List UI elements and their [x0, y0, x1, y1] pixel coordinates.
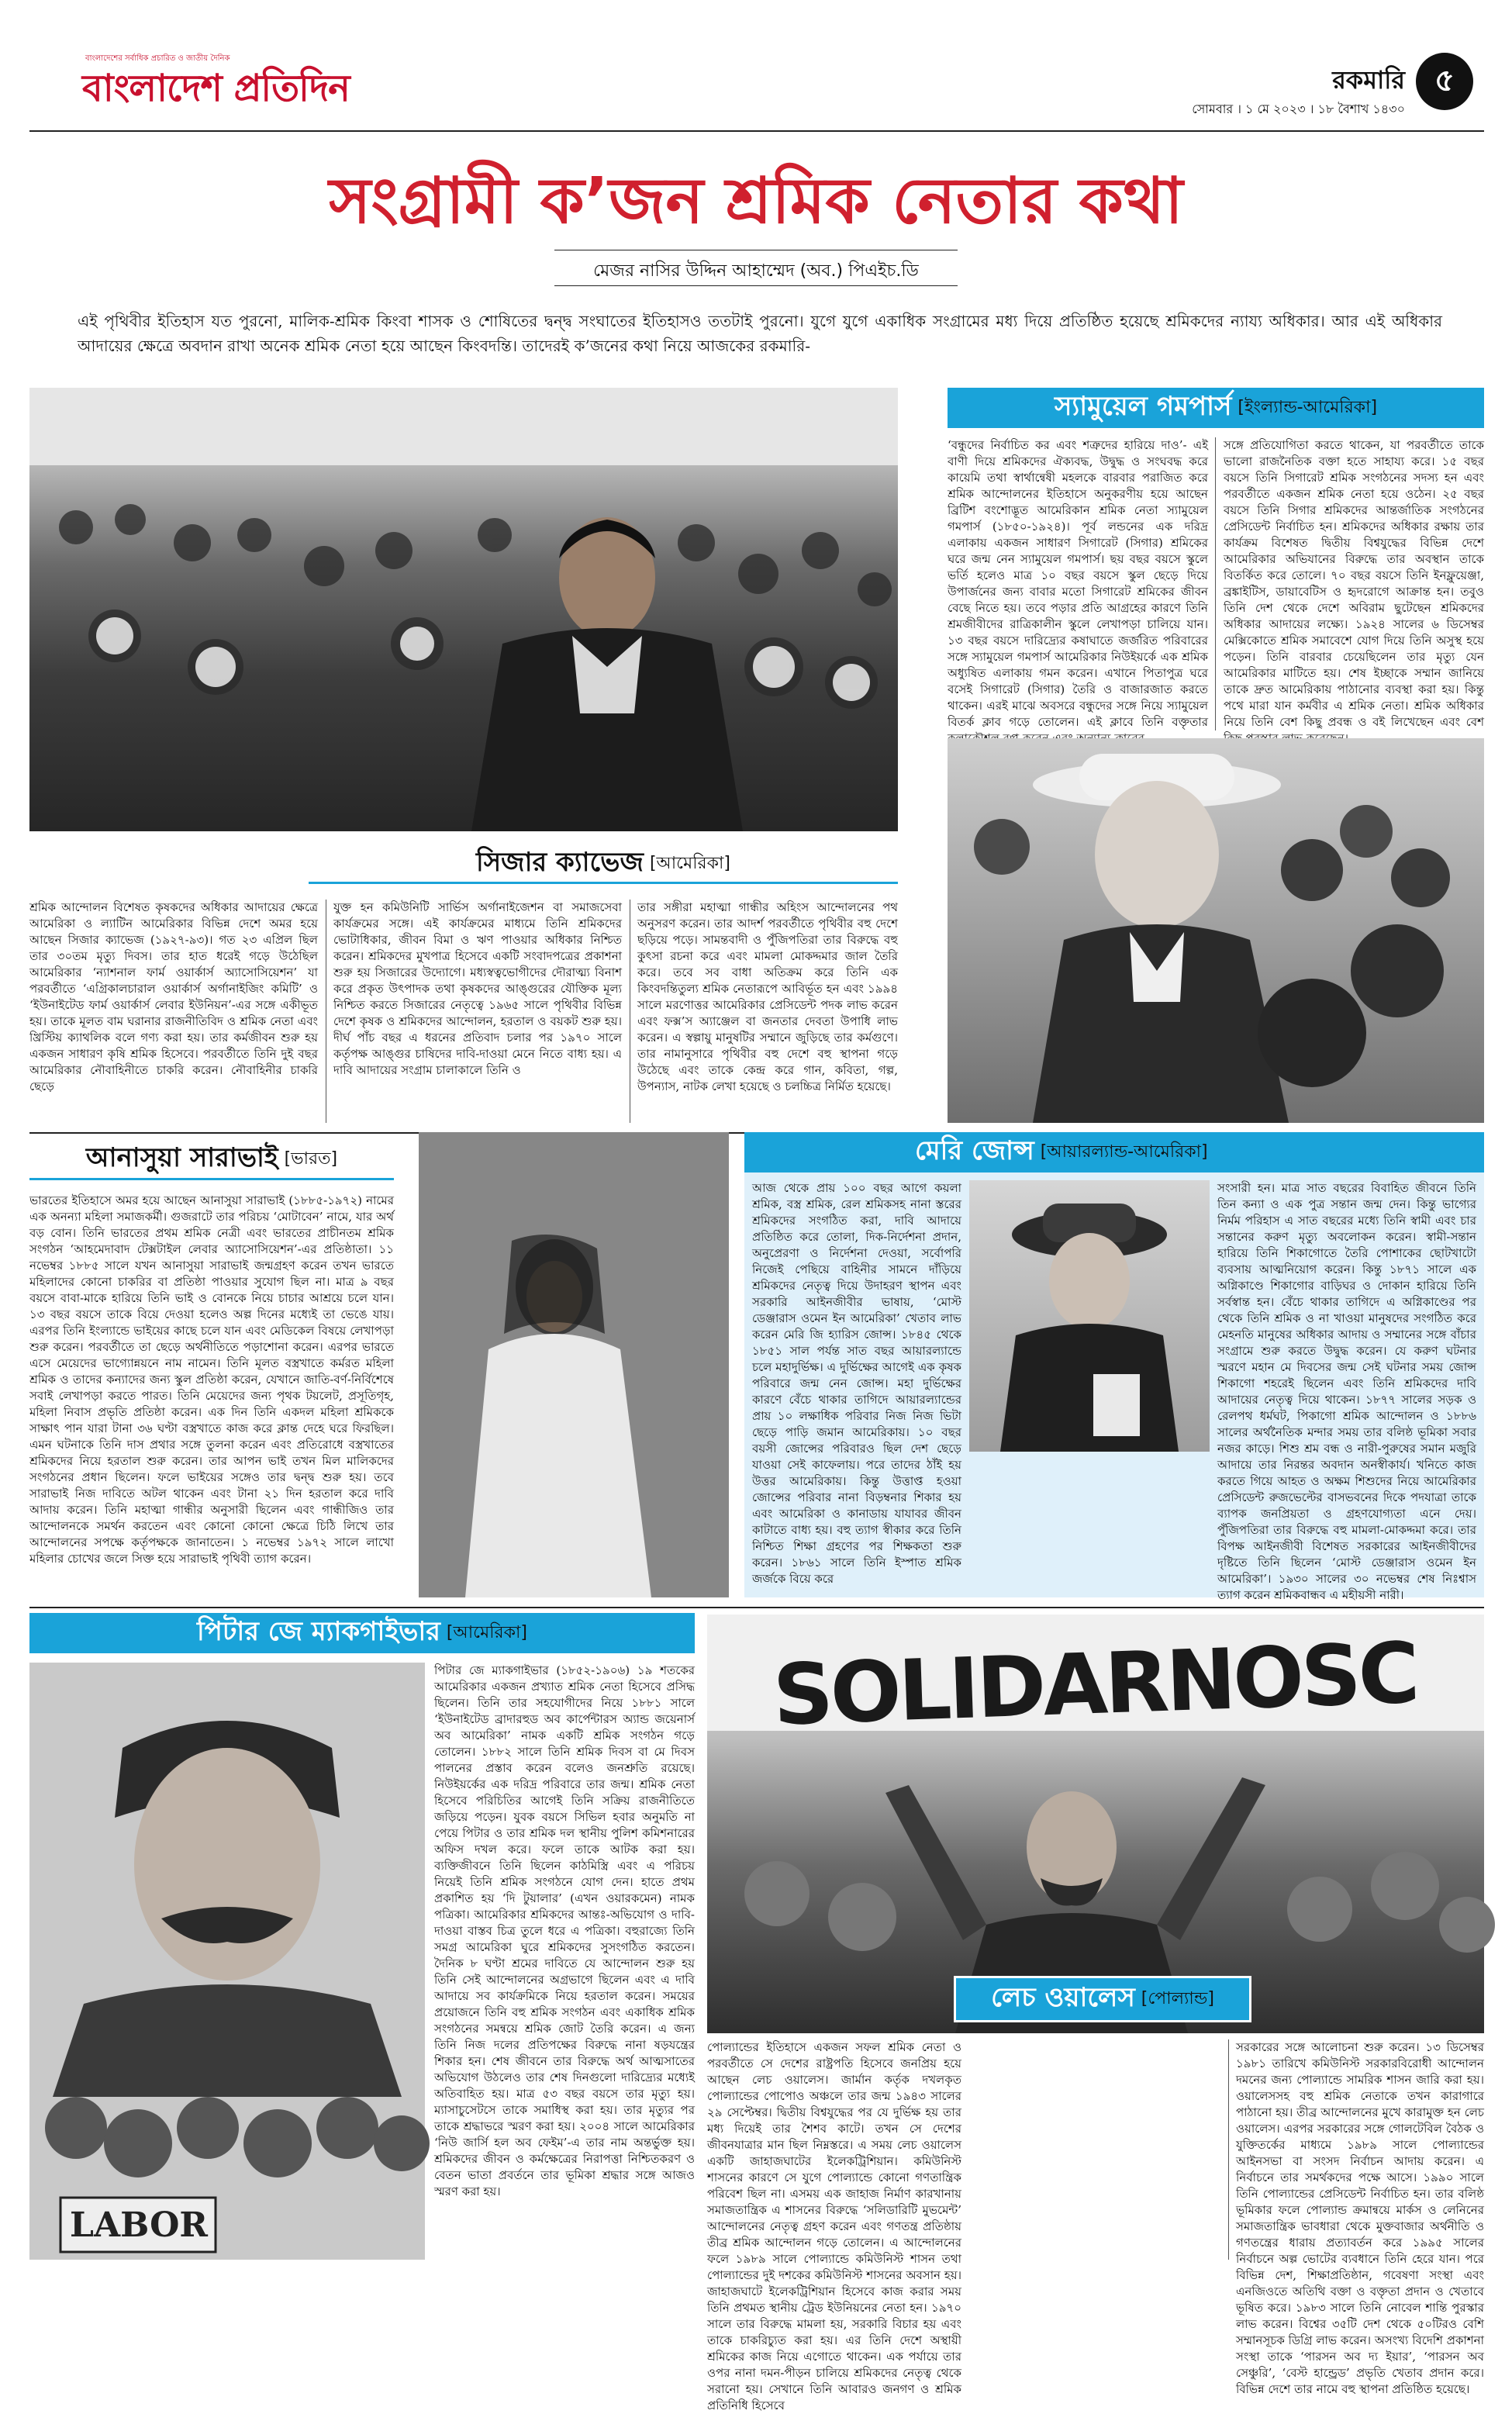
anasuya-name: আনাসুয়া সারাভাই: [85, 1142, 278, 1173]
anasuya-header: [29, 1141, 394, 1180]
masthead-tagline: বাংলাদেশের সর্বাধিক প্রচারিত ও জাতীয় দৈনিক: [85, 54, 230, 63]
chavez-country: [আমেরিকা]: [649, 854, 730, 873]
walesa-text-col1: পোল্যান্ডের ইতিহাসে একজন সফল শ্রমিক নেতা ও পরবর্তীতে সে দেশের রাষ্ট্রপতি হিসেবে জনপ্রিয় হয়ে আছেন লেচ ওয়ালেস। জার্মান কর্তৃক দখলকৃত পোল্যান্ডের পোপোও অঞ্চলে তার জন্ম ১৯৪৩ সালের ২৯ সেপ্টেম্বর। দ্বিতীয় বিশ্বযুদ্ধের পর যে দুর্ভিক্ষ হয় তার মধ্য দিয়েই তার শৈশব কাটে। তখন সে দেশের জীবনযাত্রার মান ছিল নিম্নস্তরে। এ সময় লেচ ওয়ালেস একটি জাহাজঘাটের ইলেকট্রিশিয়ান। কমিউনিস্ট শাসনের কারণে সে যুগে পোল্যান্ডে কোনো গণতান্ত্রিক পরিবেশ ছিল না। এসময় এক জাহাজ নির্মাণ কারখানায় সমাজতান্ত্রিক এ শাসনের বিরুদ্ধে ‘সলিডারিটি মুভমেন্ট’ আন্দোলনের নেতৃত্ব গ্রহণ করেন এবং গণতন্ত্র প্রতিষ্ঠায় তীব্র শ্রমিক আন্দোলন গড়ে তোলেন। এ আন্দোলনের ফলে ১৯৮৯ সালে পোল্যান্ডে কমিউনিস্ট শাসন তথা পোল্যান্ডের দুই দশকের কমিউনিস্ট শাসনের অবসান হয়। জাহাজঘাটে ইলেকট্রিশিয়ান হিসেবে কাজ করার সময় তিনি প্রথমত স্থানীয় ট্রেড ইউনিয়নের নেতা হন। ১৯৭০ সালে তার বিরুদ্ধে মামলা হয়, সরকারি বিচার হয় এবং তাকে চাকরিচ্যুত করা হয়। এর তিনি দেশে অস্থায়ী শ্রমিকের কাজ নিয়ে এগোতে থাকেন। এক পর্যায়ে তার ওপর নানা দমন-পীড়ন চালিয়ে শ্রমিকদের নেতৃত্ব থেকে সরানো হয়। সেখানে তিনি আবারও জনগণ ও শ্রমিক প্রতিনিধি হিসেবে: [707, 2040, 961, 2412]
mcguire-name: পিটার জে ম্যাকগাইভার: [197, 1615, 440, 1647]
chavez-text-col1: শ্রমিক আন্দোলন বিশেষত কৃষকদের অধিকার আদায়ের ক্ষেত্রে আমেরিকা ও ল্যাটিন আমেরিকার বিভিন্ন দেশে অমর হয়ে আছেন সিজার ক্যাভেজ (১৯২৭-৯৩)। গত ২৩ এপ্রিল ছিল তার ৩০তম মৃত্যু দিবস। তার হাত ধরেই গড়ে উঠেছিল আমেরিকার ‘ন্যাশনাল ফার্ম ওয়ার্কার্স অ্যাসোসিয়েশন’ যা পরবর্তীতে ‘এগ্রিকালচারাল ওয়ার্কার্স অর্গানাইজিং কমিটি’ ও ‘ইউনাইটেড ফার্ম ওয়ার্কার্স লেবার ইউনিয়ন’-এর সঙ্গে একীভূত হয়। তাকে মূলত বাম ঘরানার রাজনীতিবিদ ও শ্রমিক নেতা এবং খ্রিস্টিয় ক্যাথলিক বলে গণ্য করা হয়। তার কর্মজীবন শুরু হয় একজন সাধারণ কৃষি শ্রমিক হিসেবে। পরবর্তীতে তিনি দুই বছর আমেরিকার নৌবাহিনীতে চাকরি করেন। নৌবাহিনীর চাকরি ছেড়ে: [29, 900, 318, 1093]
byline-rule-bottom: [554, 285, 958, 286]
section-rule-2: [29, 1607, 1484, 1608]
page-title: সংগ্রামী ক’জন শ্রমিক নেতার কথা: [329, 164, 1183, 238]
walesa-col-divider: [1228, 2039, 1229, 2260]
walesa-header: [954, 1976, 1251, 2022]
mcguire-header: [29, 1613, 695, 1653]
issue-date: সোমবার । ১ মে ২০২৩ । ১৮ বৈশাখ ১৪৩০: [1192, 102, 1405, 116]
masthead: [29, 45, 1484, 138]
chavez-name: সিজার ক্যাভেজ: [476, 847, 644, 878]
jones-text-col2: সংসারী হন। মাত্র সাত বছরের বিবাহিত জীবনে তিনি তিন কন্যা ও এক পুত্র সন্তান জন্ম দেন। কিন্তু ভাগ্যের নির্মম পরিহাস এ সাত বছরের মধ্যে তিনি স্বামী এবং চার সন্তানের করুণ মৃত্যু অবলোকন করেন। স্বামী-সন্তান হারিয়ে তিনি শিকাগোতে তৈরি পোশাকের ছোটখাটো ব্যবসায় আত্মনিয়োগ করেন। কিন্তু ১৮৭১ সালে এক অগ্নিকাণ্ডে শিকাগোর বাড়িঘর ও দোকান হারিয়ে তিনি সর্বস্বান্ত হন। বেঁচে থাকার তাগিদে এ অগ্নিকাণ্ডের পর থেকে তিনি শ্রমিক ও না খাওয়া মানুষদের সংগঠিত করে মেহনতি মানুষের অধিকার আদায় ও সম্মানের সঙ্গে বাঁচার সংগ্রামে শুরু করতে উদ্বুদ্ধ করেন। যে করুণ ঘটনার স্মরণে মহান মে দিবসের জন্ম সেই ঘটনার সময় জোন্স শিকাগো শহরেই ছিলেন এবং তিনি শ্রমিকদের দাবি আদায়ের নেতৃত্ব দিয়ে থাকেন। ১৮৭৭ সালের সড়ক ও রেলপথ ধর্মঘট, পিকাগো শ্রমিক আন্দোলন ও ১৮৮৬ সালের অর্থনৈতিক মন্দার সময় তার বলিষ্ঠ ভূমিকা সবার নজর কাড়ে। শিশু শ্রম বন্ধ ও নারী-পুরুষের সমান মজুরি আদায়ে তার নিরন্তর অবদান অনস্বীকার্য। খনিতে কাজ করতে গিয়ে আহত ও অক্ষম শিশুদের নিয়ে আমেরিকার প্রেসিডেন্ট রুজভেল্টের বাসভবনের দিকে পদযাত্রা তাকে ব্যাপক জনপ্রিয়তা ও গ্রহণযোগ্যতা এনে দেয়। পুঁজিপতিরা তার বিরুদ্ধে বহু মামলা-মোকদ্দমা করে। তার বিপক্ষ আইনজীবী বিশেষত সরকারের আইনজীবীদের দৃষ্টিতে তিনি ছিলেন ‘মোস্ট ডেঞ্জারাস ওমেন ইন আমেরিকা’। ১৯৩০ সালের ৩০ নভেম্বর শেষ নিঃশ্বাস ত্যাগ করেন শ্রমিকবান্ধব এ মহীয়সী নারী।: [1217, 1181, 1476, 1602]
labor-sign-text: LABOR: [70, 2205, 208, 2245]
walesa-name: লেচ ওয়ালেস: [991, 1981, 1135, 2013]
jones-photo: [969, 1180, 1210, 1452]
mcguire-country: [আমেরিকা]: [446, 1622, 527, 1642]
gompers-country: [ইংল্যান্ড-আমেরিকা]: [1238, 397, 1378, 417]
anasuya-country: [ভারত]: [284, 1149, 338, 1169]
gompers-text-col1: ‘বন্ধুদের নির্বাচিত কর এবং শত্রুদের হারিয়ে দাও’- এই বাণী দিয়ে শ্রমিকদের ঐক্যবদ্ধ, উদ্বুদ্ধ ও সংঘবদ্ধ করে কায়েমি তথা স্বার্থান্বেষী মহলকে বারবার পরাজিত করে শ্রমিক আন্দোলনের ইতিহাসে অনুকরণীয় হয়ে আছেন ব্রিটিশ বংশোদ্ভূত আমেরিকান শ্রমিক নেতা স্যামুয়েল গমপার্স (১৮৫০-১৯২৪)। পূর্ব লন্ডনের এক দরিদ্র এলাকায় একজন সাধারণ সিগারেট (সিগার) শ্রমিকের ঘরে জন্ম নেন স্যামুয়েল গমপার্স। ছয় বছর বয়সে স্কুলে ভর্তি হলেও মাত্র ১০ বছর বয়সে স্কুল ছেড়ে দিয়ে উপার্জনের জন্য বাবার মতো সিগারেট শ্রমিকের জীবন বেছে নিতে হয়। তবে পড়ার প্রতি আগ্রহের কারণে তিনি শ্রমজীবীদের রাত্রিকালীন স্কুলে লেখাপড়া চালিয়ে যান। ১৩ বছর বয়সে দারিদ্র্যের কষাঘাতে জর্জরিত পরিবারের সঙ্গে স্যামুয়েল গমপার্স আমেরিকার নিউইয়র্কে এক শ্রমিক অধ্যুষিত এলাকায় গমন করেন। এখানে পিতাপুত্র ঘরে বসেই সিগারেট (সিগার) তৈরি ও বাজারজাত করতে থাকেন। এরই মাঝে অবসরে বন্ধুদের সঙ্গে নিয়ে স্যামুয়েল বিতর্ক ক্লাব গড়ে তোলেন। এই ক্লাবে তিনি বক্তৃতার: [948, 438, 1208, 729]
walesa-text-col1b: [969, 2039, 1220, 2260]
jones-country: [আয়ারল্যান্ড-আমেরিকা]: [1040, 1141, 1208, 1162]
anasuya-photo: [419, 1132, 729, 1597]
page-number-text: ৫: [1434, 62, 1455, 98]
gompers-name: স্যামুয়েল গমপার্স: [1054, 390, 1232, 422]
chavez-text-col3: তার সঙ্গীরা মহাত্মা গান্ধীর অহিংস আন্দোলনের পথ অনুসরণ করেন। তার আদর্শ পরবর্তীতে পৃথিবীর বহু দেশে ছড়িয়ে পড়ে। সামন্তবাদী ও পুঁজিপতিরা তার বিরুদ্ধে বহু কুৎসা রচনা করে এবং মামলা মোকদ্দমার জাল তৈরি করে। তবে সব বাধা অতিক্রম করে তিনি এক কিংবদন্তিতুল্য শ্রমিক নেতারূপে আবির্ভূত হন এবং ১৯৯৪ সালে মরণোত্তর আমেরিকার প্রেসিডেন্ট পদক লাভ করেন এবং ফক্স’স অ্যাঞ্জেল বা জনতার দেবতা উপাধি লাভ করেন। এ স্বল্পায়ু মানুষটির সম্মানে জুড়িছে তার কর্মগুণে। তার নামানুসারে পৃথিবীর বহু দেশে বহু স্থাপনা গড়ে উঠেছে এবং তাকে কেন্দ্র করে গান, কবিতা, গল্প, উপন্যাস, নাটক লেখা হয়েছে ও চলচ্চিত্র নির্মিত হয়েছে।: [637, 900, 898, 1093]
solidarnosc-banner-text: SOLIDARNOSC: [771, 1625, 1419, 1745]
byline: মেজর নাসির উদ্দিন আহাম্মেদ (অব.) পিএইচ.ডি: [593, 261, 919, 281]
walesa-text-col2: সরকারের সঙ্গে আলোচনা শুরু করেন। ১৩ ডিসেম্বর ১৯৮১ তারিখে কমিউনিস্ট সরকারবিরোধী আন্দোলন দমনের জন্য পোল্যান্ডে সামরিক শাসন জারি করা হয়। ওয়ালেসসহ বহু শ্রমিক নেতাকে তখন কারাগারে পাঠানো হয়। তীব্র আন্দোলনের মুখে কারামুক্ত হন লেচ ওয়ালেস। এরপর সরকারের সঙ্গে গোলটেবিল বৈঠক ও যুক্তিতর্কের মাধ্যমে ১৯৮৯ সালে পোল্যান্ডের আইনসভা বা সংসদ নির্বাচন আদায় করেন। এ নির্বাচনে তার সমর্থকদের পক্ষে আসে। ১৯৯০ সালে তিনি পোল্যান্ডের প্রেসিডেন্ট নির্বাচিত হন। তার বলিষ্ঠ ভূমিকার ফলে পোল্যান্ড ক্রমান্বয়ে মার্কস ও লেনিনের সমাজতান্ত্রিক ভাবধারা থেকে মুক্তবাজার অর্থনীতি ও গণতন্ত্রের ধারায় প্রত্যাবর্তন করে ১৯৯৫ সালের নির্বাচনে অল্প ভোটের ব্যবধানে তিনি হেরে যান। পরে বিভিন্ন দেশ, শিক্ষাপ্রতিষ্ঠান, গবেষণা সংস্থা এবং এনজিওতে অতিথি বক্তা ও বক্তৃতা প্রদান ও খেতাবে ভূষিত করে। ১৯৮৩ সালে তিনি নোবেল শান্তি পুরস্কার লাভ করেন। বিশ্বের ৩৫টি দেশ থেকে ৫০টিরও বেশি সম্মানসূচক ডিগ্রি লাভ করেন। অসংখ্য বিদেশি প্রকাশনা সংস্থা তাকে ‘পারসন অব দ্য ইয়ার’, ‘পারসন অব সেঞ্চুরি’, ‘বেস্ট হান্ড্রেড’ প্রভৃতি খেতাব প্রদান করে। বিভিন্ন দেশে তার নামে বহু স্থাপনা প্রতিষ্ঠিত হয়েছে।: [1236, 2040, 1484, 2396]
chavez-text-col2: যুক্ত হন কমিউনিটি সার্ভিস অর্গানাইজেশন বা সমাজসেবা কার্যক্রমের সঙ্গে। এই কার্যক্রমের মাধ্যমে তিনি শ্রমিকদের ভোটাধিকার, জীবন বিমা ও ঋণ পাওয়ার অধিকার নিশ্চিত করেন। শ্রমিকদের মুখপাত্র হিসেবে একটি সংবাদপত্রের প্রকাশনা শুরু হয় সিজারের উদ্যোগে। মধ্যস্বত্বভোগীদের দৌরাত্ম্য বিনাশ করে প্রকৃত উৎপাদক তথা কৃষকদের আঙ্গুরের যৌক্তিক মূল্য নিশ্চিত করতে সিজারের নেতৃত্বে ১৯৬৫ সালে পৃথিবীর বিভিন্ন দেশে কৃষক ও শ্রমিকদের আন্দোলন, হরতাল ও বয়কট শুরু হয়। দীর্ঘ পাঁচ বছর এ ধরনের প্রতিবাদ চলার পর ১৯৭০ সালে কর্তৃপক্ষ আঙ্গুর চাষিদের দাবি-দাওয়া মেনে নিতে বাধ্য হয়। এ দাবি আদায়ের সংগ্রাম চালাকালে তিনি ও: [333, 900, 622, 1077]
jones-name: মেরি জোন্স: [915, 1134, 1034, 1166]
walesa-photo: [707, 1615, 1484, 2033]
mcguire-text: পিটার জে ম্যাকগাইভার (১৮৫২-১৯০৬) ১৯ শতকের আমেরিকার একজন প্রখ্যাত শ্রমিক নেতা হিসেবে প্রসিদ্ধ ছিলেন। তিনি তার সহযোগীদের নিয়ে ১৮৮১ সালে ‘ইউনাইটেড ব্রাদারহুড অব কার্পেন্টারস অ্যান্ড জয়েনার্স অব আমেরিকা’ নামক একটি শ্রমিক সংগঠন গড়ে তোলেন। ১৮৮২ সালে তিনি শ্রমিক দিবস বা মে দিবস পালনের প্রস্তাব করেন বলেও জনশ্রুতি রয়েছে। নিউইয়র্কের এক দরিদ্র পরিবারে তার জন্ম। শ্রমিক নেতা হিসেবে পরিচিতির আগেই তিনি সক্রিয় রাজনীতিতে জড়িয়ে পড়েন। যুবক বয়সে সিভিল হবার অনুমতি না পেয়ে পিটার ও তার শ্রমিক দল স্থানীয় পুলিশ কমিশনারের অফিস দখল করে। ফলে তাকে আটক করা হয়। ব্যক্তিজীবনে তিনি ছিলেন কাঠমিস্ত্রি এবং এ পরিচয় নিয়েই তিনি শ্রমিক সংগঠনে যোগ দেন। হাতে প্রথম প্রকাশিত হয় ‘দি টুয়ালার’ (এখন ওয়ারকমেন) নামক পত্রিকা। আমেরিকার শ্রমিকদের আন্তঃ-অভিযোগ ও দাবি-দাওয়া বাস্তব চিত্র তুলে ধরে এ পত্রিকা। বহুরাজ্যে তিনি সমগ্র আমেরিকা ঘুরে শ্রমিকদের সুসংগঠিত করতেন। দৈনিক ৮ ঘণ্টা শ্রমের দাবিতে যে আন্দোলন শুরু হয় তিনি সেই আন্দোলনের অগ্রভাগে ছিলেন এবং এ দাবি আদায়ে সব কার্যক্রমিকে নিয়ে হরতাল করেন। সময়ের প্রয়োজনে তিনি বহু শ্রমিক সংগঠন এবং একাধিক শ্রমিক সংগঠনের সমন্বয়ে শ্রমিক জোট তৈরি করেন। এ জন্য তিনি নিজ দলের প্রতিপক্ষের বিরুদ্ধে নানা ষড়যন্ত্রের শিকার হন। শেষ জীবনে তার বিরুদ্ধে অর্থ আত্মসাতের অভিযোগ উঠলেও তার শেষ দিনগুলো দারিদ্র্যের মধ্যেই অতিবাহিত হয়। মাত্র ৫৩ বছর বয়সে তার মৃত্যু হয়। ম্যাসাচুসেটসে তাকে সমাধিস্থ করা হয়। তার মৃত্যুর পর তাকে শ্রদ্ধাভরে স্মরণ করা হয়। ২০০৪ সালে আমেরিকার ‘নিউ জার্সি হল অব ফেইম’-এ তার নাম অন্তর্ভুক্ত হয়। শ্রমিকদের জীবন ও কর্মক্ষেত্রের নিরাপত্তা নিশ্চিতকরণ ও বেতন ভাতা প্রবর্তনে তার ভূমিকা শ্রদ্ধার সঙ্গে আজও স্মরণ করা হয়।: [434, 1663, 695, 2198]
gompers-header: [948, 388, 1484, 428]
intro-paragraph: এই পৃথিবীর ইতিহাস যত পুরনো, মালিক-শ্রমিক কিংবা শাসক ও শোষিতের দ্বন্দ্ব সংঘাতের ইতিহাসও ততটাই পুরনো। যুগে যুগে একাধিক সংগ্রামের মধ্য দিয়ে প্রতিষ্ঠিত হয়েছে শ্রমিকদের ন্যায্য অধিকার। আর এই অধিকার আদায়ের ক্ষেত্রে অবদান রাখা অনেক শ্রমিক নেতা হয়ে আছেন কিংবদন্তি। তাদেরই ক’জনের কথা নিয়ে আজকের রকমারি-: [78, 312, 1442, 355]
walesa-country: [পোল্যান্ড]: [1141, 1988, 1214, 2008]
anasuya-text: ভারতের ইতিহাসে অমর হয়ে আছেন আনাসুয়া সারাভাই (১৮৮৫-১৯৭২) নামের এক অনন্যা মহিলা সমাজকর্মী। গুজরাটে তার পরিচয় ‘মোটাবেন’ নামে, যার অর্থ বড় বোন। তিনি ভারতের প্রথম শ্রমিক নেত্রী এবং ভারতের প্রাচীনতম শ্রমিক সংগঠন ‘আহমেদাবাদ টেক্সটাইল লেবার অ্যাসোসিয়েশন’-এর প্রতিষ্ঠাতা। ১১ নভেম্বর ১৮৮৫ সালে যখন আনাসুয়া সারাভাই জন্মগ্রহণ করেন তখন ভারতে মহিলাদের কোনো চাকরির বা প্রতিষ্ঠা পাওয়ার সুযোগ ছিল না। মাত্র ৯ বছর বয়সে বাবা-মাকে হারিয়ে তিনি ভাই ও বোনকে নিয়ে চাচার আশ্রয়ে চলে যান। ১৩ বছর বয়সে তাকে বিয়ে দেওয়া হলেও অল্প দিনের মধ্যেই তা ভেঙে যায়। এরপর তিনি ইংল্যান্ডে ভাইয়ের কাছে চলে যান এবং মেডিকেল বিষয়ে লেখাপড়া শুরু করেন। পরবর্তীতে তা ছেড়ে অর্থনীতিতে পড়াশোনা করেন। এরপর ভারতে এসে মেয়েদের ভাগ্যোন্নয়নে নাম নামেন। তিনি মূলত বস্ত্রখাতে কর্মরত মহিলা শ্রমিক ও তাদের কন্যাদের জন্য স্কুল প্রতিষ্ঠা করেন, যেখানে জাতি-বর্ণ-নির্বিশেষে সবাই লেখাপড়া করতে পারত। তিনি মেয়েদের জন্য পৃথক টয়লেট, প্রসূতিগৃহ, মহিলা নিবাস প্রভৃতি প্রতিষ্ঠা করেন। এক দিন তিনি একদল মহিলা শ্রমিককে সাক্ষাৎ পান যারা টানা ৩৬ ঘণ্টা বস্ত্রখাতে কাজ করে ক্লান্ত দেহে ঘরে ফিরছিল। এমন ঘটনাকে তিনি দাস প্রথার সঙ্গে তুলনা করেন এবং প্রতিরোধে বস্ত্রখাতের শ্রমিকদের নিয়ে হরতাল শুরু করেন। তার আপন ভাই তখন মিল মালিকদের সংগঠনের প্রধান ছিলেন। ফলে ভাইয়ের সঙ্গেও তার দ্বন্দ্ব শুরু হয়। তবে সারাভাই নিজ দাবিতে অটল থাকেন এবং টানা ২১ দিন হরতাল করে দাবি আদায় করেন। তিনি মহাত্মা গান্ধীর অনুসারী ছিলেন এবং গান্ধীজিও তার আন্দোলনকে সমর্থন করতেন এবং কোনো কোনো ক্ষেত্রে চিঠি লিখে তার আন্দোলনের সপক্ষে কর্তৃপক্ষকে জানাতেন। ১ নভেম্বর ১৯৭২ সালে লাখো মহিলার চোখের জলে সিক্ত হয়ে সারাভাই পৃথিবী ত্যাগ করেন।: [29, 1193, 394, 1566]
gompers-col-divider: [1215, 437, 1216, 730]
newspaper-logo: বাংলাদেশ প্রতিদিন: [82, 67, 350, 110]
masthead-rule: [29, 130, 1484, 132]
gompers-photo: [948, 738, 1484, 1123]
chavez-header: [309, 847, 898, 884]
jones-text-col1: আজ থেকে প্রায় ১০০ বছর আগে কয়লা শ্রমিক, বস্ত্র শ্রমিক, রেল শ্রমিকসহ নানা স্তরের শ্রমিকদের সংগঠিত করা, দাবি আদায়ে প্রতিষ্ঠিত করে তোলা, দিক-নির্দেশনা প্রদান, অনুপ্রেরণা ও নির্দেশনা দেওয়া, সর্বোপরি নিজেই পেছিয়ে বাহিনীর সামনে দাঁড়িয়ে শ্রমিকদের নেতৃত্ব দিয়ে উদাহরণ স্থাপন এবং সরকারি আইনজীবীর ভাষায়, ‘মোস্ট ডেঞ্জারাস ওমেন ইন আমেরিকা’ খেতাব লাভ করেন মেরি জি হ্যারিস জোন্স। ১৮৪৫ থেকে ১৮৫১ সাল পর্যন্ত সাত বছর আয়ারল্যান্ডে চলে মহাদুর্ভিক্ষ। এ দুর্ভিক্ষের আগেই এক কৃষক পরিবারে জন্ম নেন জোন্স। মহা দুর্ভিক্ষের কারণে বেঁচে থাকার তাগিদে আয়ারল্যান্ডের প্রায় ১০ লক্ষাধিক পরিবার নিজ নিজ ভিটা ছেড়ে পাড়ি জমান আমেরিকায়। ১০ বছর বয়সী জোন্সের পরিবারও ছিল দেশ ছেড়ে যাওয়া সেই কাফেলায়। পরে তাদের ঠাঁই হয় উত্তর আমেরিকায়। কিন্তু উত্তাপ্ত হওয়া জোন্সের পরিবার নানা বিড়ম্বনার শিকার হয় এবং আমেরিকা ও কানাডায় যাযাবর জীবন কাটাতে বাধ্য হয়। বহু ত্যাগ স্বীকার করে তিনি নিশ্চিত শিক্ষা গ্রহণের পর শিক্ষকতা শুরু করেন। ১৮৬১ সালে তিনি ইস্পাত শ্রমিক জর্জকে বিয়ে করে: [752, 1181, 961, 1586]
gompers-text-col2: সঙ্গে প্রতিযোগিতা করতে থাকেন, যা পরবর্তীতে তাকে ভালো রাজনৈতিক বক্তা হতে সাহায্য করে। ১৫ বছর বয়সে তিনি সিগারেট শ্রমিক সংগঠনের সদস্য হন এবং পরবর্তীতে একজন শ্রমিক নেতা হয়ে ওঠেন। ২৫ বছর বয়সে তিনি সিগার শ্রমিকদের আন্তর্জাতিক সংগঠনের প্রেসিডেন্ট নির্বাচিত হন। শ্রমিকদের অধিকার রক্ষায় তার কার্যক্রম বিশেষত দ্বিতীয় বিশ্বযুদ্ধের বিভিন্ন দেশে আমেরিকার অভিযানের বিরুদ্ধে তার অবস্থান তাকে বিতর্কিত করে তোলে। ৭০ বছর বয়সে তিনি ইনফ্লুয়েঞ্জা, ব্রঙ্কাইটিস, ডায়াবেটিস ও হৃদরোগে আক্রান্ত হন। তবুও তিনি দেশ থেকে দেশে অবিরাম ছুটেছেন শ্রমিকদের অধিকার আদায়ের লক্ষ্যে। ১৯২৪ সালের ৬ ডিসেম্বর মেক্সিকোতে শ্রমিক সমাবেশে যোগ দিয়ে তিনি অসুস্থ হয়ে পড়েন। তিনি বারবার চেয়েছিলেন তার মৃত্যু যেন আমেরিকার মাটিতে হয়। শেষ ইচ্ছাকে সম্মান জানিয়ে তাকে দ্রুত আমেরিকায় পাঠানোর ব্যবস্থা করা হয়। কিন্তু পথে মারা যান কর্মবীর এ শ্রমিক নেতা। শ্রমিক অধিকার নিয়ে তিনি বেশ কিছু প্রবন্ধ ও বই লিখেছেন এবং বেশ: [1224, 438, 1484, 729]
jones-header: [744, 1132, 1484, 1172]
section-name: রকমারি: [1332, 65, 1405, 95]
mcguire-portrait: [29, 1663, 425, 2260]
chavez-photo: [29, 388, 898, 831]
page-number: [1416, 53, 1473, 110]
